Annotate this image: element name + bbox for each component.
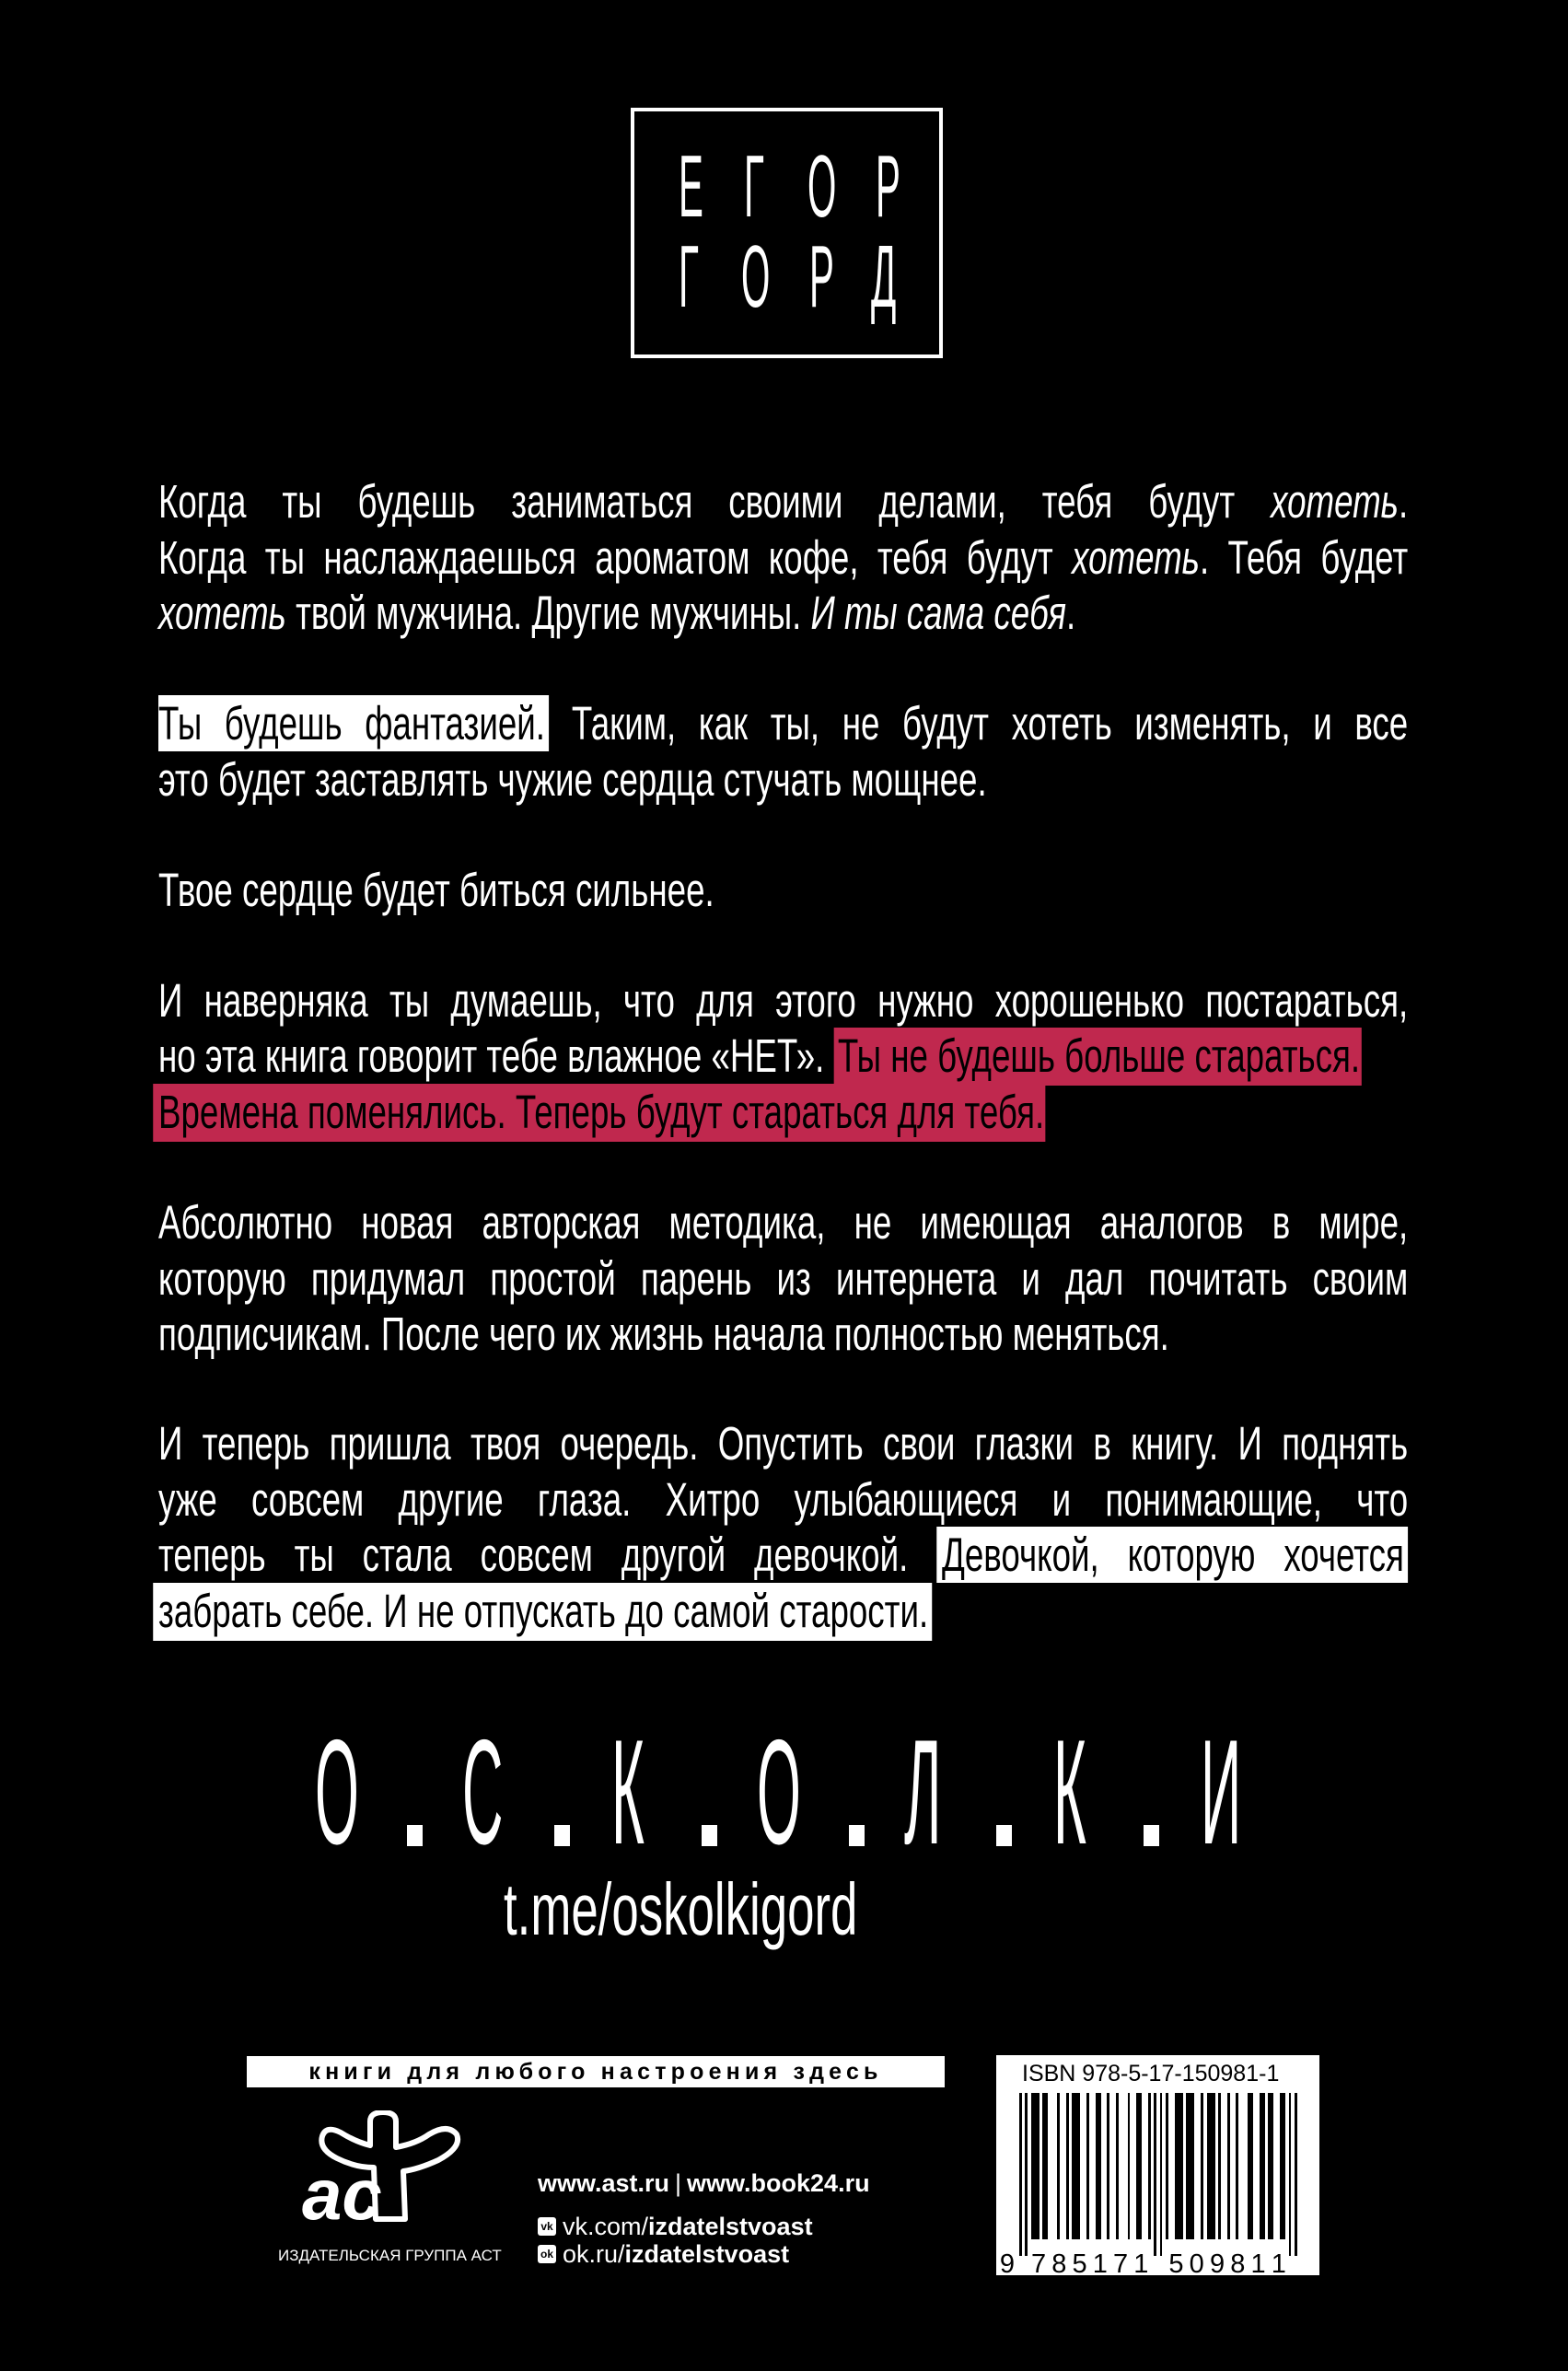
barcode-digit: 1 bbox=[1133, 2249, 1149, 2279]
series-letter: О bbox=[757, 1709, 801, 1876]
vk-link[interactable] bbox=[538, 2214, 813, 2239]
barcode-digit: 8 bbox=[1051, 2249, 1067, 2279]
series-letter: К bbox=[1053, 1709, 1086, 1876]
ast-site-link[interactable]: www.ast.ru bbox=[538, 2169, 670, 2197]
barcode-bar bbox=[1186, 2093, 1194, 2239]
link-handle: izdatelstvoast bbox=[648, 2213, 813, 2240]
author-letter: О bbox=[741, 227, 771, 326]
vk-icon: vk bbox=[538, 2217, 556, 2236]
barcode-bar bbox=[1260, 2093, 1265, 2239]
barcode-bar bbox=[1107, 2093, 1109, 2239]
text: твой мужчина. Другие мужчины. bbox=[285, 587, 811, 639]
barcode-bar bbox=[1066, 2093, 1069, 2239]
web-links bbox=[538, 2169, 870, 2197]
text: . bbox=[1066, 587, 1076, 639]
paragraph-4-line bbox=[158, 1084, 1408, 1140]
barcode-bar bbox=[1019, 2093, 1022, 2256]
paragraph-1-line bbox=[158, 585, 1408, 641]
barcode-digit: 1 bbox=[1250, 2249, 1266, 2279]
barcode-bar bbox=[1086, 2093, 1089, 2239]
book24-site-link[interactable]: www.book24.ru bbox=[687, 2169, 870, 2197]
pink-highlight: Времена поменялись. Теперь будут стараться для тебя. bbox=[153, 1084, 1045, 1142]
barcode-bar bbox=[1280, 2093, 1285, 2239]
white-highlight: Ты будешь фантазией. bbox=[158, 695, 549, 751]
series-letter: И bbox=[1201, 1709, 1242, 1876]
paragraph-6-line bbox=[158, 1583, 1408, 1639]
ok-icon: ok bbox=[538, 2245, 556, 2263]
text: . bbox=[1398, 475, 1409, 528]
series-dot bbox=[1144, 1825, 1159, 1846]
paragraph-3-line: Твое сердце будет биться сильнее. bbox=[158, 864, 714, 916]
paragraph-2-line bbox=[158, 695, 1408, 751]
barcode-bar bbox=[1072, 2093, 1080, 2239]
series-dot bbox=[996, 1825, 1012, 1846]
barcode-bar bbox=[1175, 2093, 1183, 2239]
series-dot bbox=[702, 1825, 717, 1846]
link-prefix: vk.com/ bbox=[563, 2213, 649, 2240]
separator: | bbox=[675, 2169, 682, 2197]
text: Когда ты будешь заниматься своими делами, тебя будут bbox=[158, 475, 1272, 528]
text: . Тебя будет bbox=[1199, 531, 1409, 584]
author-letter: Е bbox=[679, 137, 703, 236]
barcode-bars bbox=[996, 2055, 1319, 2279]
barcode-bar bbox=[1166, 2093, 1168, 2239]
barcode-bar bbox=[1201, 2093, 1203, 2239]
barcode-bar bbox=[1236, 2093, 1238, 2239]
ast-logo-icon bbox=[300, 2110, 468, 2226]
italic-text: хотеть bbox=[1072, 531, 1200, 584]
barcode-digit: 7 bbox=[1030, 2249, 1047, 2279]
barcode-bar bbox=[1057, 2093, 1060, 2239]
pink-highlight: Ты не будешь больше стараться. bbox=[834, 1028, 1362, 1086]
barcode-bar bbox=[1136, 2093, 1142, 2239]
barcode-bar bbox=[1116, 2093, 1119, 2239]
barcode-bar bbox=[1160, 2093, 1163, 2256]
paragraph-5-line: которую придумал простой парень из интернета и дал почитать своим bbox=[158, 1252, 1409, 1305]
tagline-banner: книги для любого настроения здесь bbox=[247, 2056, 945, 2087]
barcode-bar bbox=[1154, 2093, 1156, 2256]
barcode-bar bbox=[1148, 2093, 1151, 2239]
paragraph-1-line bbox=[158, 473, 1408, 529]
barcode-bar bbox=[1031, 2093, 1040, 2239]
paragraph-1-line bbox=[158, 529, 1408, 586]
author-letter: О bbox=[807, 137, 837, 236]
isbn-number: ISBN 978-5-17-150981-1 bbox=[1022, 2061, 1280, 2086]
text: Таким, как ты, не будут хотеть изменять, и все bbox=[549, 697, 1409, 750]
barcode-digit: 0 bbox=[1189, 2249, 1204, 2279]
paragraph-6-line: уже совсем другие глаза. Хитро улыбающиеся и понимающие, что bbox=[158, 1473, 1409, 1526]
author-letter: Р bbox=[809, 227, 834, 326]
barcode-bar bbox=[1128, 2093, 1131, 2239]
barcode-digit: 9 bbox=[1209, 2249, 1225, 2279]
telegram-link[interactable]: t.me/oskolkigord bbox=[504, 1868, 858, 1950]
text: Когда ты наслаждаешься ароматом кофе, тебя будут bbox=[158, 531, 1073, 584]
paragraph-2-line: это будет заставлять чужие сердца стучать мощнее. bbox=[158, 753, 987, 806]
paragraph-6-line: И теперь пришла твоя очередь. Опустить свои глазки в книгу. И поднять bbox=[158, 1417, 1409, 1470]
text: теперь ты стала совсем другой девочкой. bbox=[158, 1528, 937, 1581]
series-letter: О bbox=[315, 1709, 359, 1876]
series-dot bbox=[849, 1825, 865, 1846]
barcode-bar bbox=[1025, 2093, 1028, 2256]
paragraph-4-line bbox=[158, 1028, 1408, 1084]
italic-text: хотеть bbox=[1271, 475, 1399, 528]
link-handle: izdatelstvoast bbox=[624, 2240, 790, 2268]
white-highlight: Девочкой, которую хочется bbox=[936, 1527, 1408, 1583]
series-dot bbox=[407, 1825, 423, 1846]
white-highlight: забрать себе. И не отпускать до самой старости. bbox=[153, 1583, 932, 1641]
author-letter: Г bbox=[679, 227, 699, 326]
barcode-bar bbox=[1096, 2093, 1101, 2239]
ok-link[interactable] bbox=[538, 2241, 789, 2267]
italic-text: хотеть bbox=[158, 587, 286, 639]
barcode-digit: 1 bbox=[1092, 2249, 1108, 2279]
svg-text:ac: ac bbox=[302, 2154, 382, 2226]
series-letter: К bbox=[611, 1709, 645, 1876]
author-letter: Д bbox=[871, 227, 897, 326]
barcode-digit: 9 bbox=[999, 2249, 1016, 2279]
barcode-bar bbox=[1268, 2093, 1273, 2239]
barcode-digit: 8 bbox=[1230, 2249, 1246, 2279]
barcode-digit: 5 bbox=[1072, 2249, 1087, 2279]
barcode-bar bbox=[1207, 2093, 1215, 2239]
series-dot bbox=[554, 1825, 570, 1846]
author-letter: Г bbox=[744, 137, 764, 236]
publisher-label: ИЗДАТЕЛЬСКАЯ ГРУППА АСТ bbox=[278, 2247, 502, 2264]
barcode-bar bbox=[1218, 2093, 1221, 2239]
paragraph-5-line: подписчикам. После чего их жизнь начала полностью меняться. bbox=[158, 1308, 1169, 1360]
barcode-bar bbox=[1295, 2093, 1297, 2256]
series-letter: Л bbox=[904, 1709, 942, 1876]
paragraph-6-line bbox=[158, 1527, 1408, 1583]
paragraph-4-line: И наверняка ты думаешь, что для этого нужно хорошенько постараться, bbox=[158, 974, 1409, 1027]
italic-text: И ты сама себя bbox=[810, 587, 1067, 639]
author-letter: Р bbox=[876, 137, 900, 236]
barcode-bar bbox=[1227, 2093, 1230, 2239]
series-letter: С bbox=[462, 1709, 504, 1876]
barcode-digit: 7 bbox=[1113, 2249, 1129, 2279]
barcode-bar bbox=[1248, 2093, 1253, 2239]
barcode-bar bbox=[1042, 2093, 1048, 2239]
barcode-bar bbox=[1289, 2093, 1292, 2256]
text: но эта книга говорит тебе влажное «НЕТ». bbox=[158, 1029, 834, 1082]
isbn-barcode bbox=[996, 2055, 1319, 2279]
link-prefix: ok.ru/ bbox=[563, 2240, 625, 2268]
paragraph-5-line: Абсолютно новая авторская методика, не имеющая аналогов в мире, bbox=[158, 1196, 1409, 1249]
barcode-digit: 5 bbox=[1168, 2249, 1184, 2279]
barcode-digit: 1 bbox=[1271, 2249, 1286, 2279]
